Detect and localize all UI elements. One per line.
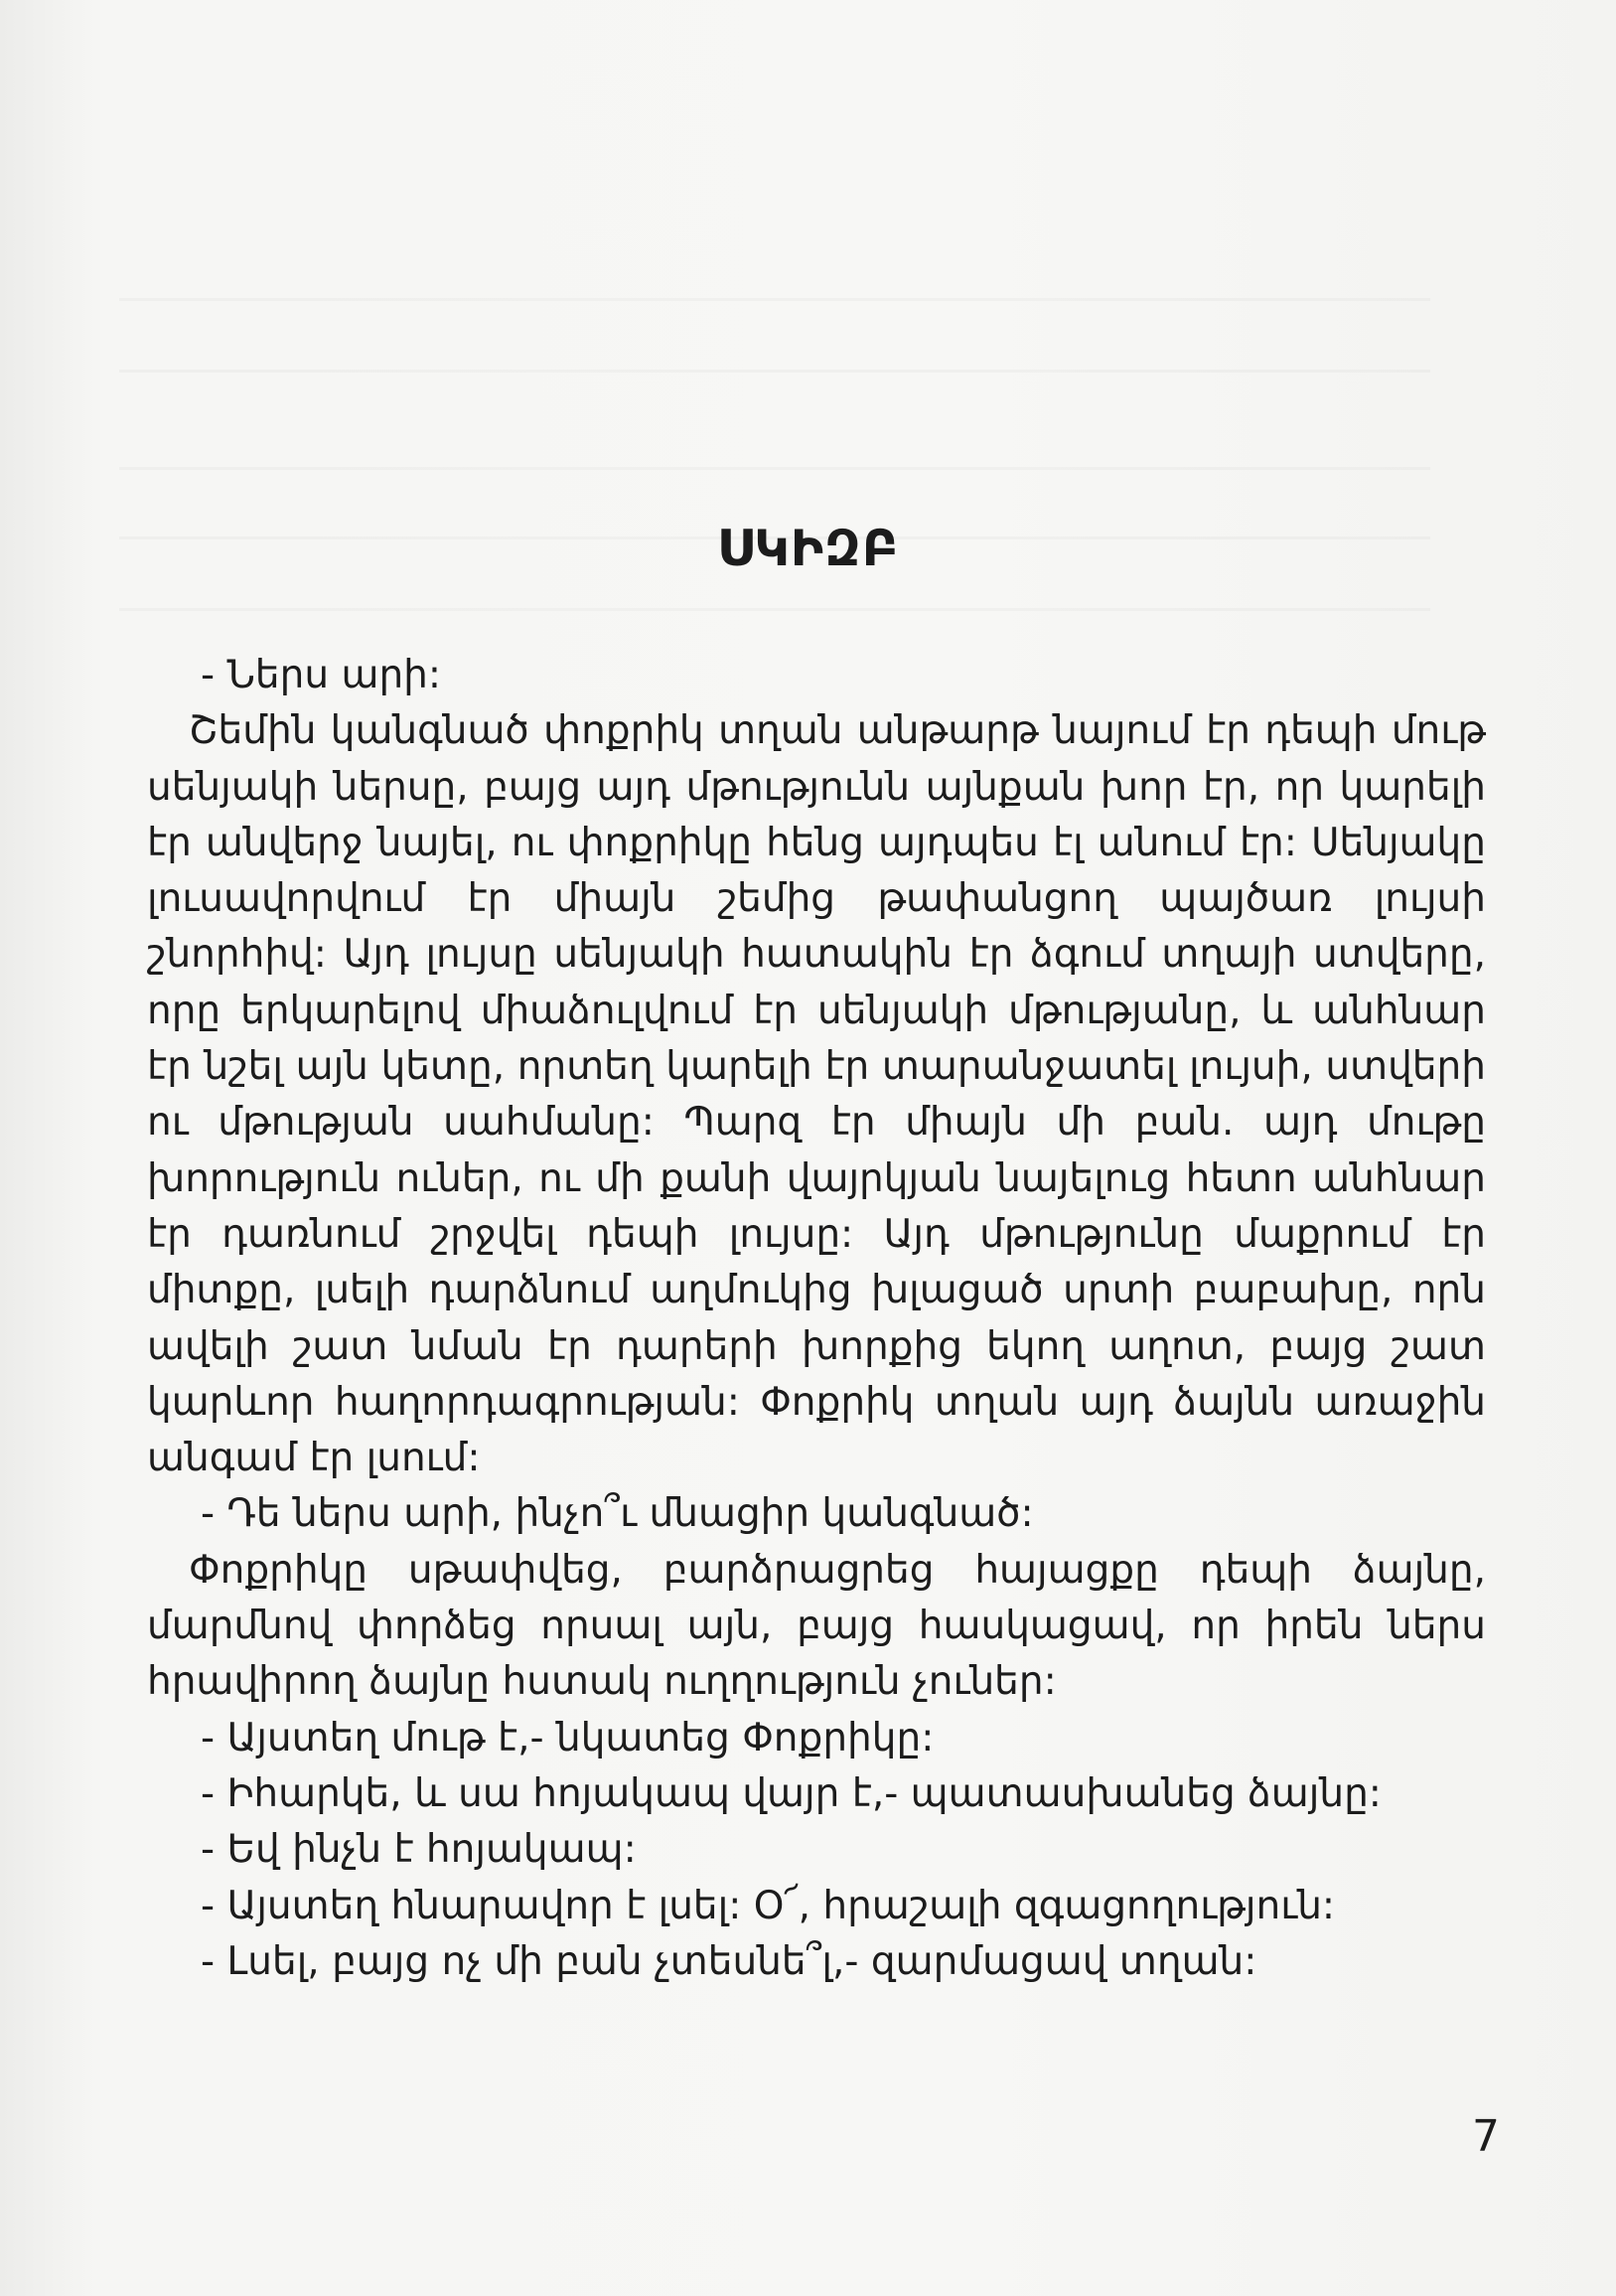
bleed-through-line [119,608,1430,611]
dialogue-line: - Այստեղ մութ է,- նկատեց Փոքրիկը: [201,1715,935,1760]
bleed-through-line [119,370,1430,373]
paragraph: Փոքրիկը սթափվեց, բարձրացրեց հայացքը դեպի ձայնը, մարմնով փորձեց որսալ այն, բայց հասկացավ, որ իրեն ներս հրավիրող ձայնը հստակ ուղղություն չուներ: [147,1547,1486,1705]
paragraph: Շեմին կանգնած փոքրիկ տղան անթարթ նայում էր դեպի մութ սենյակի ներսը, բայց այդ մթությունն այնքան խոր էր, որ կարելի էր անվերջ նայել, ու փոքրիկը հենց այդպես էլ անում էր: Սենյակը լուսավորվում էր միայն շեմից թափանցող պայծառ լույսի շնորհիվ: Այդ լույսը սենյակի հատակին էր ձգում տղայի ստվերը, որը երկարելով միաձուլվում էր սենյակի մթությանը, և անհնար էր նշել այն կետը, որտեղ կարելի էր տարանջատել լույսի, ստվերի ու մթության սահմանը: Պարզ էր միայն մի բան. այդ մութը խորություն ուներ, ու մի քանի վայրկյան նայելուց հետո անհնար էր դառնում շրջվել դեպի լույսը: Այդ մթությունը մաքրում էր միտքը, լսելի դարձնում աղմուկից խլացած սրտի բաբախը, որն ավելի շատ նման էր դարերի խորքից եկող աղոտ, բայց շատ կարևոր հաղորդագրության: Փոքրիկ տղան այդ ձայնն առաջին անգամ էր լսում: [147,708,1486,1481]
page-number: 7 [1472,2111,1500,2162]
dialogue-line: - Իհարկե, և սա հոյակապ վայր է,- պատասխանեց ձայնը: [201,1770,1382,1816]
dialogue-line: - Եվ ինչն է հոյակապ: [201,1827,637,1873]
dialogue-line: - Ներս արի: [201,653,442,697]
dialogue-line: - Լսել, բայց ոչ մի բան չտեսնե՞լ,- զարմացավ տղան: [201,1938,1257,1984]
chapter-title: ՍԿԻԶԲ [716,519,900,577]
dialogue-line: - Այստեղ հնարավոր է լսել: Օ՜, հրաշալի զգացողություն: [201,1883,1336,1928]
body-text [147,648,1486,1990]
dialogue-line: - Դե ներս արի, ինչո՞ւ մնացիր կանգնած: [201,1491,1034,1537]
bleed-through-line [119,467,1430,470]
bleed-through-line [119,298,1430,301]
